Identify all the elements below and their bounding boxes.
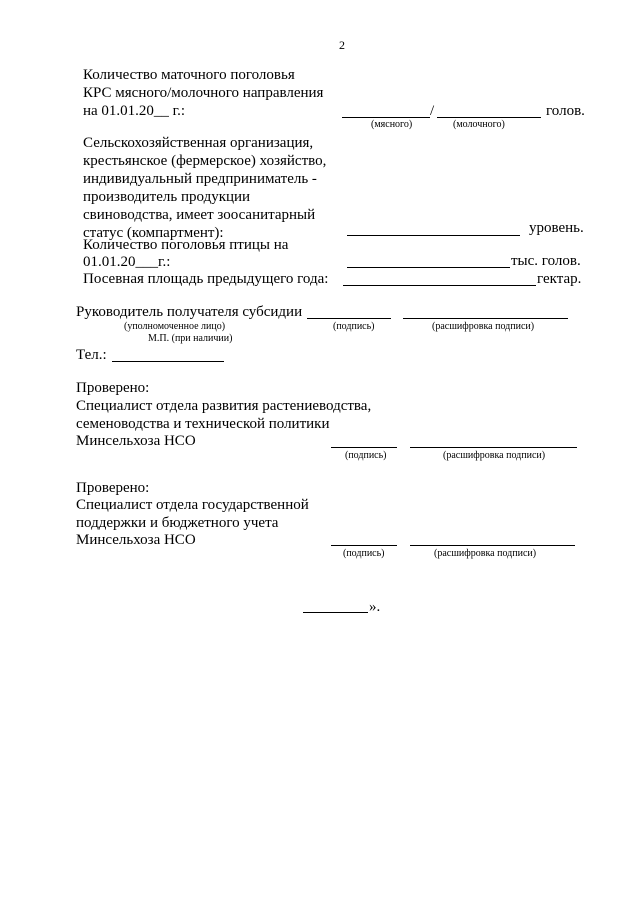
slash-separator: / xyxy=(430,103,435,119)
check2-line-1: Специалист отдела государственной xyxy=(76,497,309,513)
meat-count-field[interactable] xyxy=(342,117,430,118)
head-decoding-field[interactable] xyxy=(403,318,568,319)
caption-check2-decoding: (расшифровка подписи) xyxy=(434,548,537,559)
closing-quote: ». xyxy=(369,599,381,615)
sowing-area-field[interactable] xyxy=(343,285,536,286)
pig-org-line-2: крестьянское (фермерское) хозяйство, xyxy=(83,153,327,169)
caption-check2-signature: (подпись) xyxy=(343,548,385,559)
check2-line-3: Минсельхоза НСО xyxy=(76,532,196,548)
head-label: Руководитель получателя субсидии xyxy=(76,304,303,320)
head-signature-field[interactable] xyxy=(307,318,391,319)
poultry-count-field[interactable] xyxy=(347,267,510,268)
pig-org-line-5: свиноводства, имеет зоосанитарный xyxy=(83,207,316,223)
check2-signature-field[interactable] xyxy=(331,545,397,546)
check2-line-2: поддержки и бюджетного учета xyxy=(76,515,279,531)
caption-head-signature: (подпись) xyxy=(333,321,375,332)
phone-label: Тел.: xyxy=(76,347,107,363)
caption-seal: М.П. (при наличии) xyxy=(148,333,233,344)
closing-field[interactable] xyxy=(303,612,368,613)
caption-authorized: (уполномоченное лицо) xyxy=(124,321,226,332)
caption-head-decoding: (расшифровка подписи) xyxy=(432,321,535,332)
phone-field[interactable] xyxy=(112,361,224,362)
pig-org-line-1: Сельскохозяйственная организация, xyxy=(83,135,314,151)
pig-org-line-3: индивидуальный предприниматель - xyxy=(83,171,317,187)
livestock-line-3: на 01.01.20__ г.: xyxy=(83,103,186,119)
poultry-line-1: Количество поголовья птицы на xyxy=(83,237,289,253)
caption-dairy: (молочного) xyxy=(453,119,505,130)
poultry-line-2: 01.01.20___г.: xyxy=(83,254,171,270)
check1-line-2: семеноводства и технической политики xyxy=(76,416,330,432)
pig-org-line-6: статус (компартмент): xyxy=(83,225,224,241)
caption-check1-signature: (подпись) xyxy=(345,450,387,461)
livestock-line-2: КРС мясного/молочного направления xyxy=(83,85,324,101)
caption-check1-decoding: (расшифровка подписи) xyxy=(443,450,546,461)
status-level-field[interactable] xyxy=(347,235,520,236)
check1-signature-field[interactable] xyxy=(331,447,397,448)
livestock-line-1: Количество маточного поголовья xyxy=(83,67,295,83)
page-number: 2 xyxy=(339,38,345,52)
sowing-label: Посевная площадь предыдущего года: xyxy=(83,271,329,287)
check2-title: Проверено: xyxy=(76,480,150,496)
check1-title: Проверено: xyxy=(76,380,150,396)
livestock-unit: голов. xyxy=(546,103,585,119)
check1-decoding-field[interactable] xyxy=(410,447,577,448)
status-unit: уровень. xyxy=(529,220,584,236)
poultry-unit: тыс. голов. xyxy=(511,253,581,269)
check2-decoding-field[interactable] xyxy=(410,545,575,546)
check1-line-3: Минсельхоза НСО xyxy=(76,433,196,449)
sowing-unit: гектар. xyxy=(537,271,582,287)
dairy-count-field[interactable] xyxy=(437,117,541,118)
caption-meat: (мясного) xyxy=(371,119,413,130)
check1-line-1: Специалист отдела развития растениеводства, xyxy=(76,398,372,414)
pig-org-line-4: производитель продукции xyxy=(83,189,251,205)
